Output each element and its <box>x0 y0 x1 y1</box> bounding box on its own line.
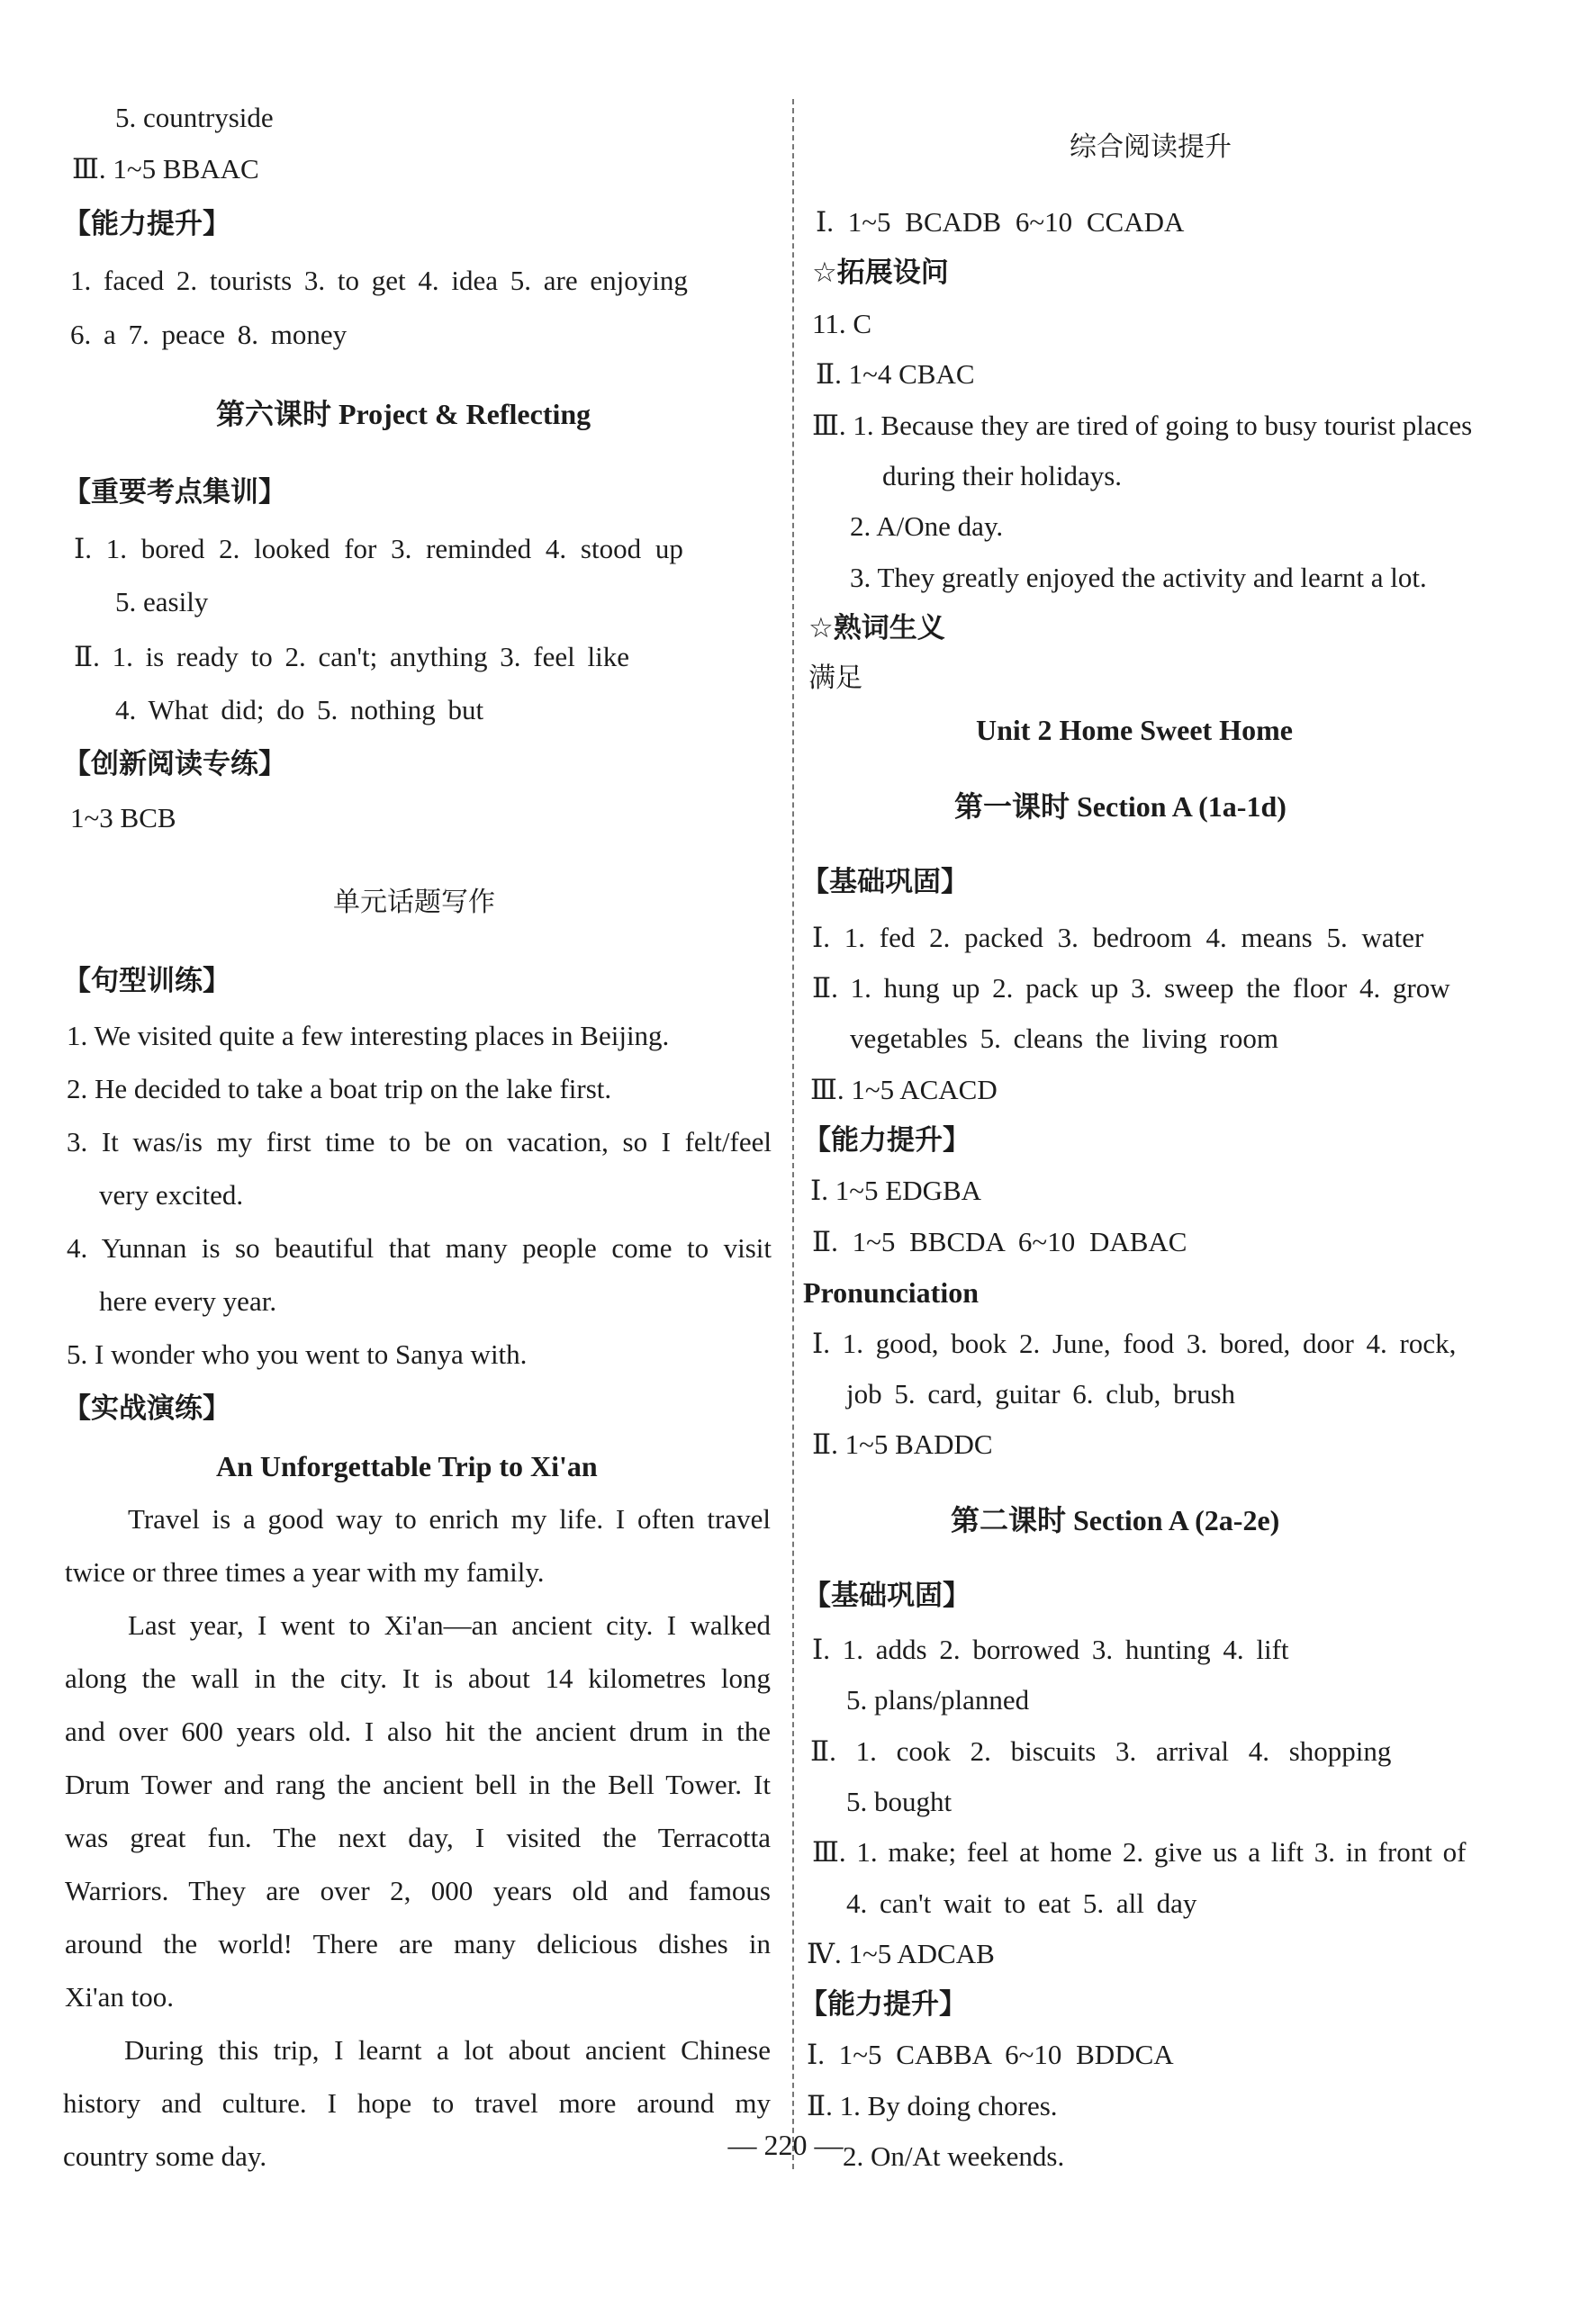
lesson-title: 第一课时 Section A (1a-1d) <box>954 790 1287 823</box>
answer-line: 5. easily <box>115 586 209 617</box>
essay-line: Last year, I went to Xi'an—an ancient city. I walked <box>128 1609 771 1641</box>
essay-line: Drum Tower and rang the ancient bell in the Bell Tower. It <box>65 1769 771 1800</box>
essay-title: An Unforgettable Trip to Xi'an <box>216 1450 598 1482</box>
section-title: 综合阅读提升 <box>1070 131 1232 163</box>
answer-line: 2. A/One day. <box>850 510 1004 542</box>
essay-line: Travel is a good way to enrich my life. I often travel <box>128 1503 771 1535</box>
essay-line: twice or three times a year with my family. <box>65 1556 545 1588</box>
essay-line: Warriors. They are over 2, 000 years old and famous <box>65 1875 771 1906</box>
answer-line: Ⅲ. 1~5 ACACD <box>810 1074 998 1105</box>
answer-line: during their holidays. <box>882 460 1123 491</box>
answer-line: Ⅰ. 1. good, book 2. June, food 3. bored, door 4. rock, <box>812 1328 1457 1359</box>
section-heading: 【基础巩固】 <box>803 1580 971 1612</box>
section-heading: 【创新阅读专练】 <box>63 748 286 780</box>
answer-line: Ⅲ. 1. make; feel at home 2. give us a lift 3. in front of <box>812 1836 1467 1868</box>
answer-line: Ⅰ. 1~5 BCADB 6~10 CCADA <box>816 206 1185 238</box>
answer-line: 6. a 7. peace 8. money <box>70 319 348 350</box>
answer-line: 1. faced 2. tourists 3. to get 4. idea 5. are enjoying <box>70 265 688 296</box>
answer-line: Ⅱ. 1~5 BADDC <box>812 1428 993 1460</box>
section-heading: 【重要考点集训】 <box>63 476 286 509</box>
answer-line: 1~3 BCB <box>70 802 176 833</box>
essay-line: Xi'an too. <box>65 1981 174 2013</box>
section-heading: 【句型训练】 <box>63 965 230 997</box>
sentence-line: 4. Yunnan is so beautiful that many people come to visit <box>67 1232 772 1264</box>
answer-line: Ⅱ. 1. cook 2. biscuits 3. arrival 4. shopping <box>810 1735 1392 1767</box>
answer-line: 5. countryside <box>115 102 274 133</box>
answer-line: Ⅱ. 1. By doing chores. <box>807 2090 1058 2121</box>
answer-line: Ⅲ. 1. Because they are tired of going to busy tourist places <box>812 410 1473 441</box>
essay-line: along the wall in the city. It is about 14 kilometres long <box>65 1662 771 1694</box>
page-number: — 220 — <box>727 2129 844 2161</box>
section-title: 单元话题写作 <box>333 887 495 918</box>
section-heading: 【能力提升】 <box>803 1124 971 1157</box>
lesson-title: 第二课时 Section A (2a-2e) <box>951 1504 1280 1536</box>
answer-line: Ⅱ. 1. hung up 2. pack up 3. sweep the floor 4. grow <box>812 972 1450 1004</box>
section-heading: 【基础巩固】 <box>801 866 969 898</box>
section-heading: 【能力提升】 <box>799 1988 967 2021</box>
sentence-line: 1. We visited quite a few interesting places in Beijing. <box>67 1020 670 1051</box>
answer-line: Ⅰ. 1. bored 2. looked for 3. reminded 4. stood up <box>74 533 683 564</box>
answer-line: 3. They greatly enjoyed the activity and learnt a lot. <box>850 562 1427 593</box>
sentence-line: 2. He decided to take a boat trip on the lake first. <box>67 1073 612 1104</box>
answer-line: 2. On/At weekends. <box>843 2140 1065 2172</box>
answer-line: Ⅰ. 1~5 CABBA 6~10 BDDCA <box>807 2039 1174 2070</box>
answer-line: 5. bought <box>846 1786 953 1817</box>
essay-line: and over 600 years old. I also hit the ancient drum in the <box>65 1716 771 1747</box>
answer-line: Ⅳ. 1~5 ADCAB <box>807 1938 995 1969</box>
essay-line: country some day. <box>63 2140 267 2172</box>
answer-line: 11. C <box>812 308 872 339</box>
section-heading: Pronunciation <box>803 1276 979 1309</box>
unit-title: Unit 2 Home Sweet Home <box>976 714 1293 746</box>
essay-line: During this trip, I learnt a lot about ancient Chinese <box>124 2034 771 2066</box>
essay-line: was great fun. The next day, I visited the Terracotta <box>65 1822 771 1853</box>
section-heading: ☆拓展设问 <box>812 257 949 289</box>
section-heading: 【实战演练】 <box>63 1392 230 1425</box>
answer-line: Ⅲ. 1~5 BBAAC <box>72 153 259 185</box>
answer-line: 5. plans/planned <box>846 1684 1030 1716</box>
sentence-line: very excited. <box>99 1179 244 1211</box>
answer-line: Ⅱ. 1. is ready to 2. can't; anything 3. feel like <box>74 641 629 672</box>
lesson-title: 第六课时 Project & Reflecting <box>216 398 591 430</box>
answer-line: Ⅰ. 1~5 EDGBA <box>810 1175 982 1206</box>
answer-line: 满足 <box>808 662 862 694</box>
answer-line: Ⅱ. 1~4 CBAC <box>816 358 975 390</box>
section-heading: ☆熟词生义 <box>808 612 945 644</box>
answer-line: job 5. card, guitar 6. club, brush <box>846 1378 1236 1410</box>
sentence-line: 3. It was/is my first time to be on vacation, so I felt/feel <box>67 1126 772 1157</box>
essay-line: around the world! There are many delicious dishes in <box>65 1928 771 1959</box>
sentence-line: 5. I wonder who you went to Sanya with. <box>67 1338 528 1370</box>
answer-line: vegetables 5. cleans the living room <box>850 1022 1278 1054</box>
answer-line: Ⅰ. 1. fed 2. packed 3. bedroom 4. means 5. water <box>812 922 1424 953</box>
section-heading: 【能力提升】 <box>63 208 230 240</box>
answer-line: 4. can't wait to eat 5. all day <box>846 1887 1197 1919</box>
answer-line: Ⅱ. 1~5 BBCDA 6~10 DABAC <box>812 1226 1187 1257</box>
answer-line: Ⅰ. 1. adds 2. borrowed 3. hunting 4. lift <box>812 1634 1289 1665</box>
answer-line: 4. What did; do 5. nothing but <box>115 694 484 725</box>
essay-line: history and culture. I hope to travel more around my <box>63 2087 771 2119</box>
sentence-line: here every year. <box>99 1285 277 1317</box>
column-divider <box>792 99 794 2169</box>
